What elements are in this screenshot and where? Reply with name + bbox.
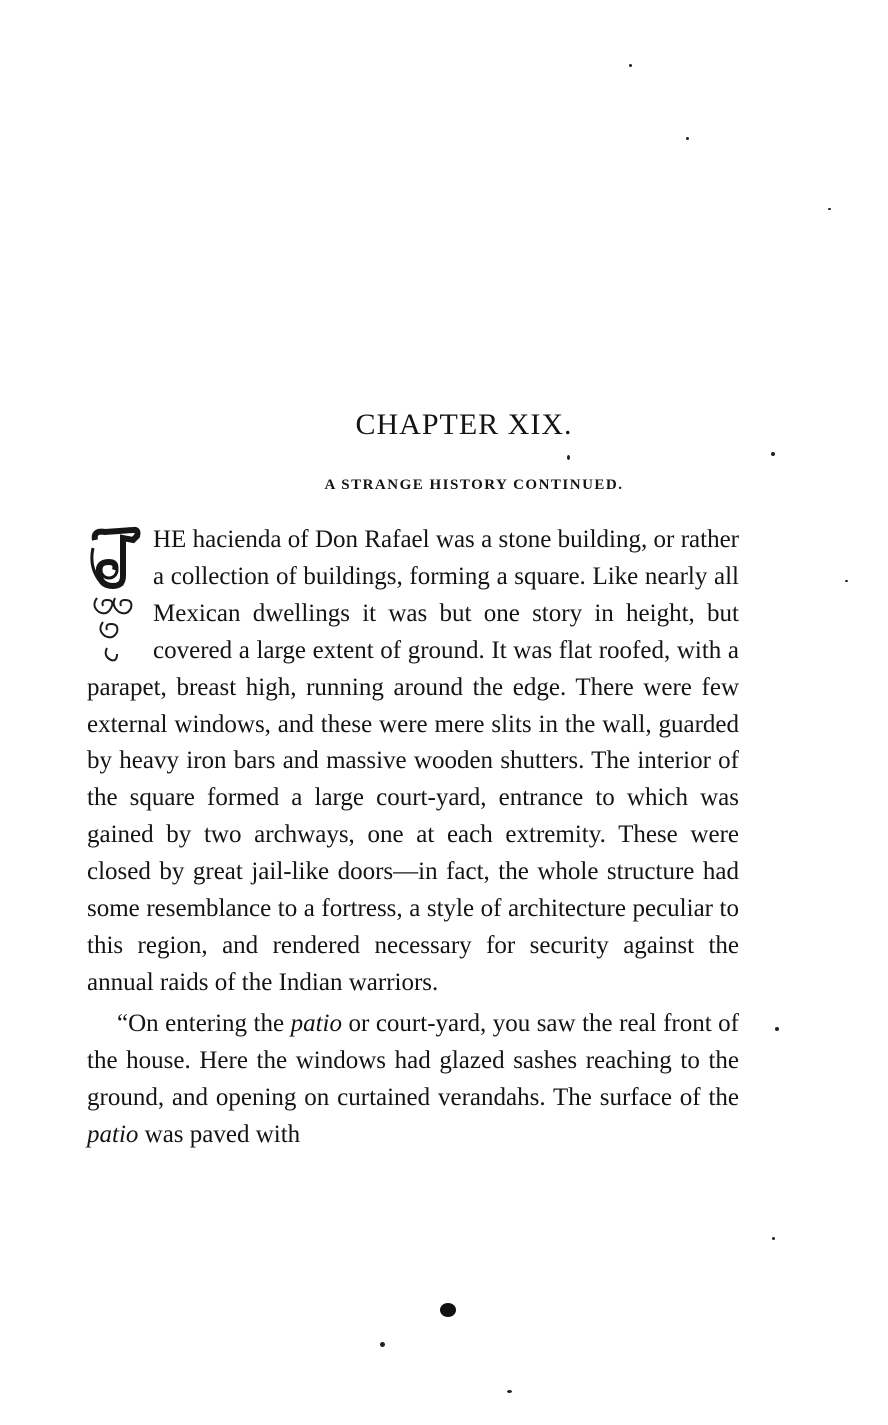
scan-speck xyxy=(775,1027,779,1031)
chapter-subtitle: A STRANGE HISTORY CONTINUED. xyxy=(324,477,624,493)
paragraph-2-part-3: was paved with xyxy=(138,1120,301,1148)
paragraph-1 xyxy=(87,522,739,1002)
page-ornament-dot xyxy=(440,1303,456,1317)
scan-speck xyxy=(686,137,689,140)
body-text xyxy=(87,522,739,1153)
italic-word-patio: patio xyxy=(290,1009,343,1037)
scan-speck xyxy=(507,1390,512,1393)
italic-word-patio-2: patio xyxy=(87,1120,139,1148)
paragraph-2-part-1: “On entering the xyxy=(117,1009,291,1037)
paragraph-2 xyxy=(87,1006,739,1154)
first-word-lead: HE xyxy=(153,526,187,553)
ornamental-drop-cap xyxy=(89,526,141,666)
scan-speck xyxy=(567,455,570,460)
scan-speck xyxy=(772,1237,775,1240)
scan-speck xyxy=(380,1342,385,1347)
scan-speck xyxy=(771,452,775,456)
scan-speck xyxy=(629,64,632,67)
paragraph-1-text: hacienda of Don Rafael was a stone building, or rather a collection of buildings, forming a square. Like nearly all Mexican dwellings it was but one story in height, but covered a large extent of ground. It was flat roofed, with a parapet, breast high, running around the edge. There were few external windows, and these were mere slits in the wall, guarded by heavy iron bars and massive wooden shutters. The interior of the square formed a large court-yard, entrance to which was gained by two archways, one at each extremity. These were closed by great jail-like doors—in fact, the whole structure had some resemblance to a fortress, a style of architecture peculiar to this region, and rendered necessary for security against the annual raids of the Indian warriors. xyxy=(87,526,739,996)
scan-speck xyxy=(828,208,831,210)
paragraph-2-part-2: or court-yard, you saw the real front of the house. Here the windows had glazed sashes reaching to the ground, and opening on curtained verandahs. The surface of the xyxy=(87,1009,739,1111)
scan-speck xyxy=(845,580,848,582)
chapter-title: CHAPTER XIX. xyxy=(355,408,573,441)
drop-cap-ornament-icon xyxy=(89,526,141,666)
